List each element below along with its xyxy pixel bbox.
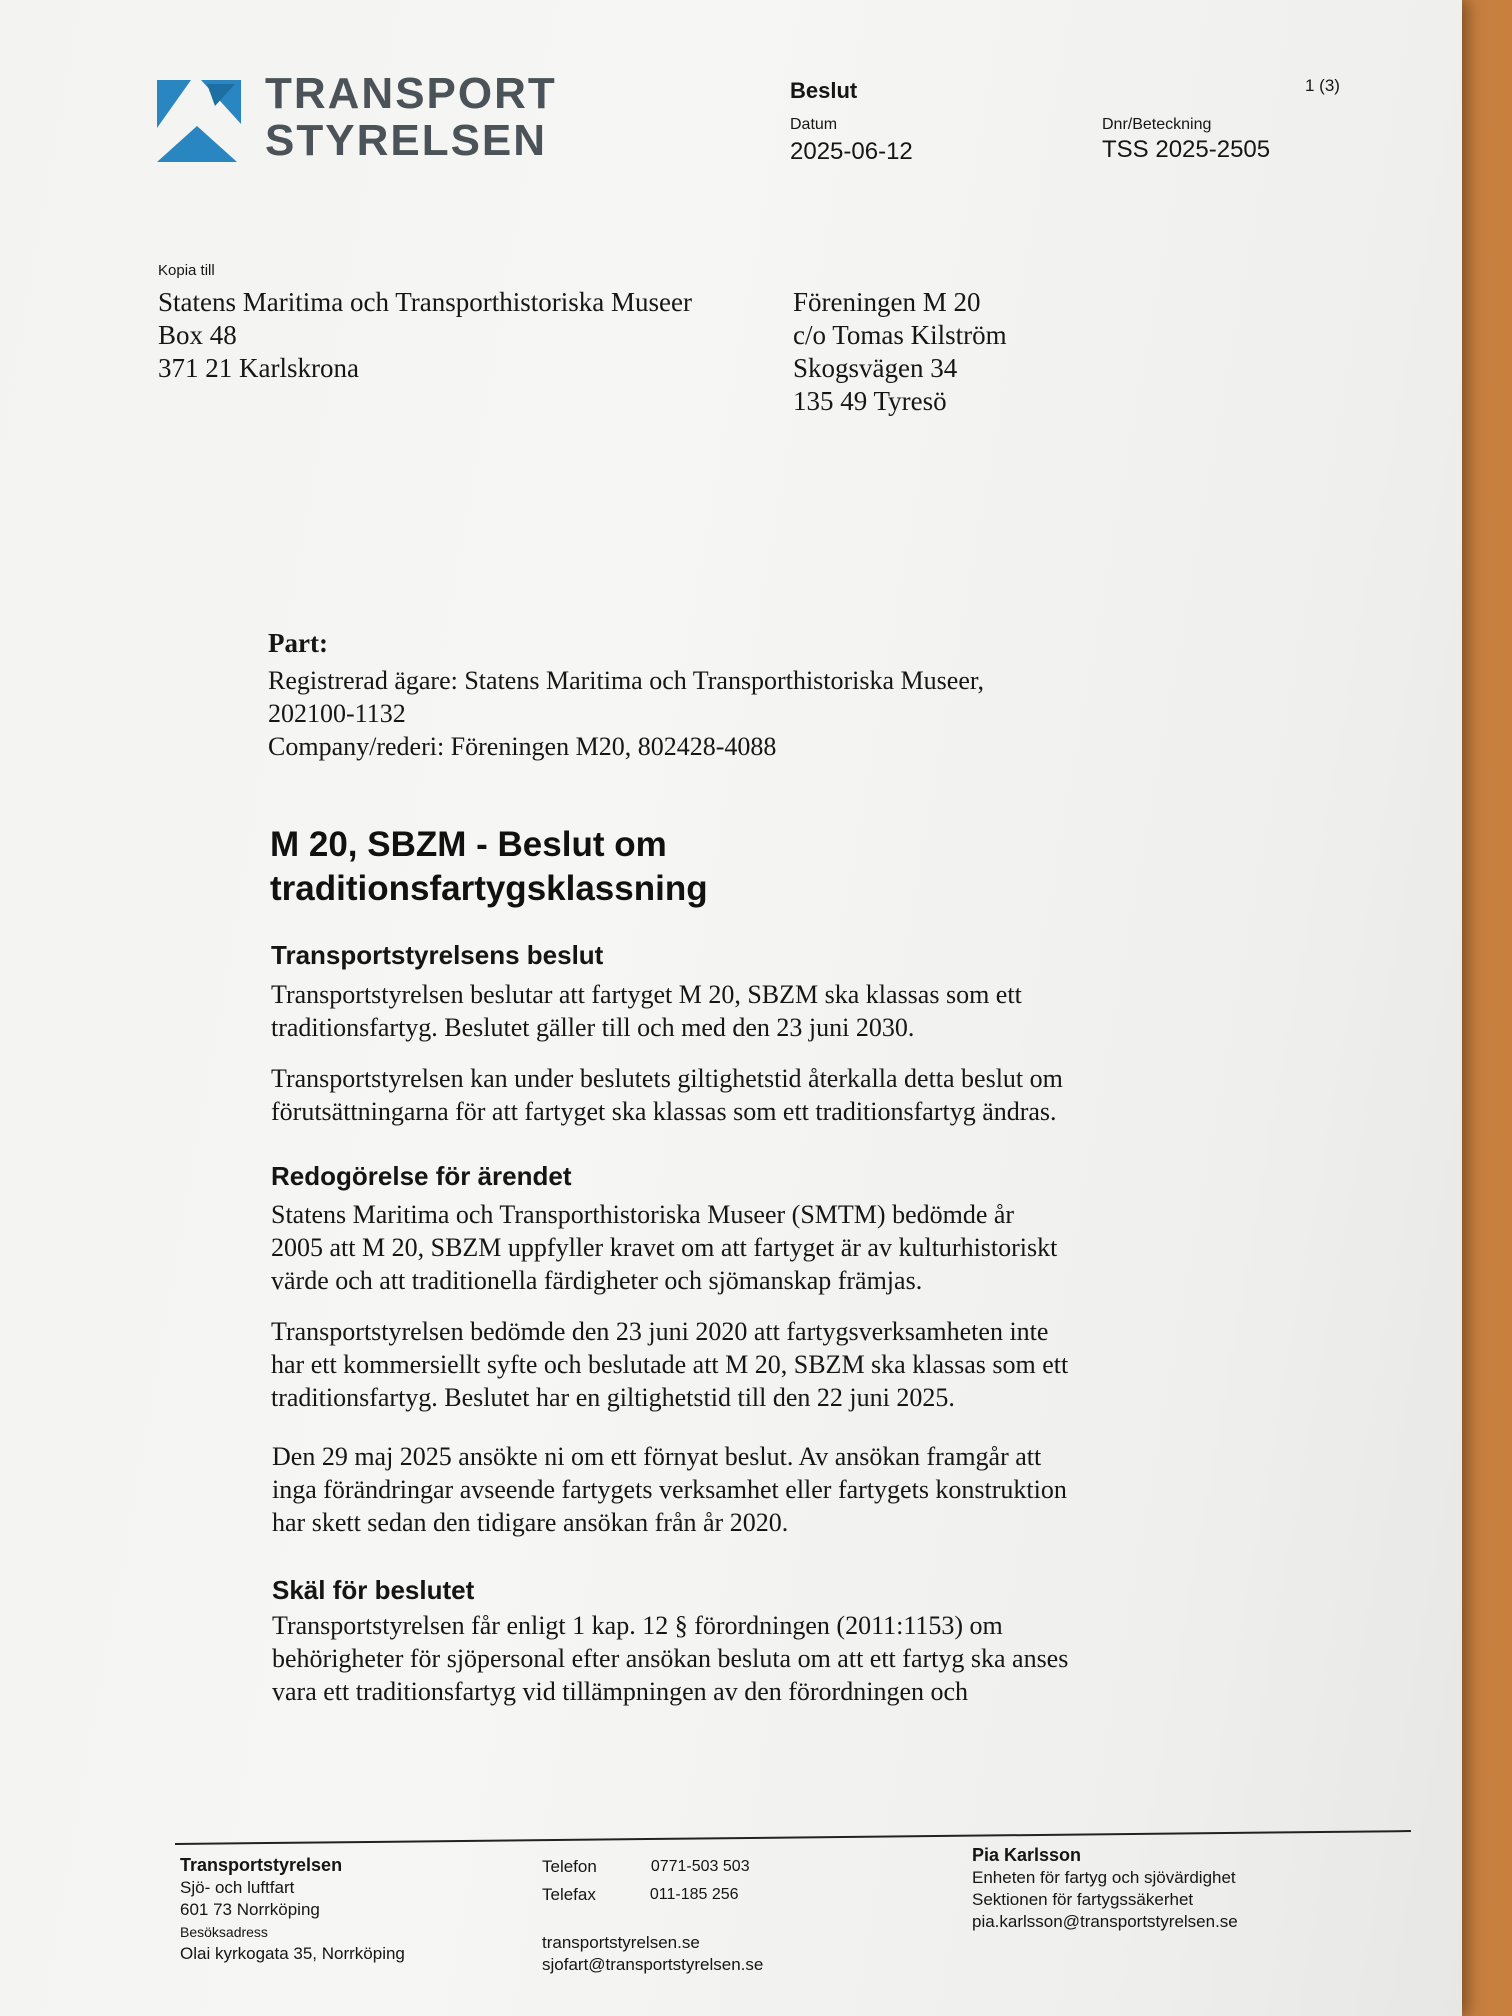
footer-phone-label: Telefon: [542, 1857, 597, 1876]
date-label: Datum: [790, 116, 838, 133]
reference-label: Dnr/Beteckning: [1102, 116, 1212, 133]
address-line: 371 21 Karlskrona: [158, 353, 359, 383]
footer-unit: Sjö- och luftfart: [180, 1878, 295, 1897]
footer-web-contacts: [542, 1932, 763, 1976]
decision-title: [270, 823, 1170, 911]
page-number: 1 (3): [1305, 76, 1340, 95]
text-line: värde och att traditionella färdigheter och sjömanskap främjas.: [271, 1266, 923, 1295]
text-line: Den 29 maj 2025 ansökte ni om ett förnyat beslut. Av ansökan framgår att: [272, 1442, 1042, 1471]
address-line: c/o Tomas Kilström: [793, 320, 1007, 350]
copy-recipient-address: [158, 286, 692, 385]
paragraph: [271, 1198, 1251, 1297]
paragraph: [271, 1315, 1251, 1414]
address-line: Box 48: [158, 320, 237, 350]
address-line: Skogsvägen 34: [793, 353, 958, 383]
section-heading-decision: Transportstyrelsens beslut: [271, 940, 604, 970]
footer-contact-unit: Enheten för fartyg och sjövärdighet: [972, 1868, 1236, 1887]
party-block: [268, 627, 984, 763]
paragraph: [271, 1062, 1251, 1128]
logo-mark-icon: [157, 76, 247, 162]
text-line: behörigheter för sjöpersonal efter ansökan besluta om att ett fartyg ska anses: [272, 1644, 1069, 1673]
footer-visit-label: Besöksadress: [180, 1924, 268, 1940]
copy-to-label: Kopia till: [158, 262, 215, 279]
footer-case-officer: [972, 1844, 1238, 1933]
footer-contact-name: Pia Karlsson: [972, 1845, 1082, 1865]
footer-website-link[interactable]: transportstyrelsen.se: [542, 1933, 700, 1952]
footer-postal-address: 601 73 Norrköping: [180, 1900, 320, 1919]
address-line: Statens Maritima och Transporthistoriska Museer: [158, 287, 692, 317]
footer-visit-address: Olai kyrkogata 35, Norrköping: [180, 1944, 405, 1963]
address-line: Föreningen M 20: [793, 287, 981, 317]
footer-divider: [175, 1830, 1411, 1845]
text-line: traditionsfartyg. Beslutet gäller till och med den 23 juni 2030.: [271, 1013, 915, 1042]
paragraph: [271, 978, 1251, 1044]
text-line: vara ett traditionsfartyg vid tillämpningen av den förordningen och: [272, 1677, 969, 1706]
title-line: M 20, SBZM - Beslut om: [270, 825, 667, 864]
party-line: 202100-1132: [268, 699, 406, 728]
footer-contact-section: Sektionen för fartygssäkerhet: [972, 1890, 1194, 1909]
footer-organization: [180, 1854, 405, 1965]
address-line: 135 49 Tyresö: [793, 386, 947, 416]
text-line: Transportstyrelsen får enligt 1 kap. 12 § förordningen (2011:1153) om: [272, 1611, 1003, 1640]
text-line: Transportstyrelsen kan under beslutets giltighetstid återkalla detta beslut om: [271, 1064, 1063, 1093]
footer-phone-value: 0771-503 503: [650, 1858, 750, 1875]
date-value: 2025-06-12: [790, 138, 913, 165]
text-line: 2005 att M 20, SBZM uppfyller kravet om att fartyget är av kulturhistoriskt: [271, 1233, 1058, 1262]
footer-contact-numbers: [542, 1856, 750, 1906]
text-line: har ett kommersiellt syfte och beslutade att M 20, SBZM ska klassas som ett: [271, 1350, 1069, 1379]
paragraph: [272, 1440, 1252, 1539]
text-line: traditionsfartyg. Beslutet har en giltighetstid till den 22 juni 2025.: [271, 1383, 955, 1412]
footer-fax-value: 011-185 256: [649, 1886, 739, 1903]
text-line: Transportstyrelsen beslutar att fartyget M 20, SBZM ska klassas som ett: [271, 980, 1022, 1009]
text-line: har skett sedan den tidigare ansökan från år 2020.: [272, 1508, 789, 1537]
text-line: Statens Maritima och Transporthistoriska Museer (SMTM) bedömde år: [271, 1200, 1015, 1229]
paragraph: [272, 1609, 1252, 1708]
logo-line-1: TRANSPORT: [265, 69, 557, 118]
party-line: Company/rederi: Föreningen M20, 802428-4088: [268, 732, 777, 761]
footer-org-email-link[interactable]: sjofart@transportstyrelsen.se: [542, 1955, 764, 1974]
text-line: inga förändringar avseende fartygets verksamhet eller fartygets konstruktion: [272, 1475, 1067, 1504]
document-type: Beslut: [790, 78, 858, 103]
footer-fax-label: Telefax: [542, 1885, 596, 1904]
section-heading-background: Redogörelse för ärendet: [271, 1161, 572, 1191]
footer-org-name: Transportstyrelsen: [180, 1855, 343, 1875]
logo-line-2: STYRELSEN: [265, 116, 548, 165]
title-line: traditionsfartygsklassning: [270, 869, 708, 908]
main-recipient-address: [793, 286, 1007, 418]
text-line: Transportstyrelsen bedömde den 23 juni 2020 att fartygsverksamheten inte: [271, 1317, 1049, 1346]
reference-value: TSS 2025-2505: [1102, 136, 1271, 163]
section-heading-reasons: Skäl för beslutet: [272, 1575, 475, 1605]
party-line: Registrerad ägare: Statens Maritima och Transporthistoriska Museer,: [268, 666, 984, 695]
footer-contact-email-link[interactable]: pia.karlsson@transportstyrelsen.se: [972, 1912, 1238, 1931]
text-line: förutsättningarna för att fartyget ska klassas som ett traditionsfartyg ändras.: [271, 1097, 1057, 1126]
party-heading: Part:: [268, 628, 328, 658]
transportstyrelsen-logo: [157, 69, 557, 166]
